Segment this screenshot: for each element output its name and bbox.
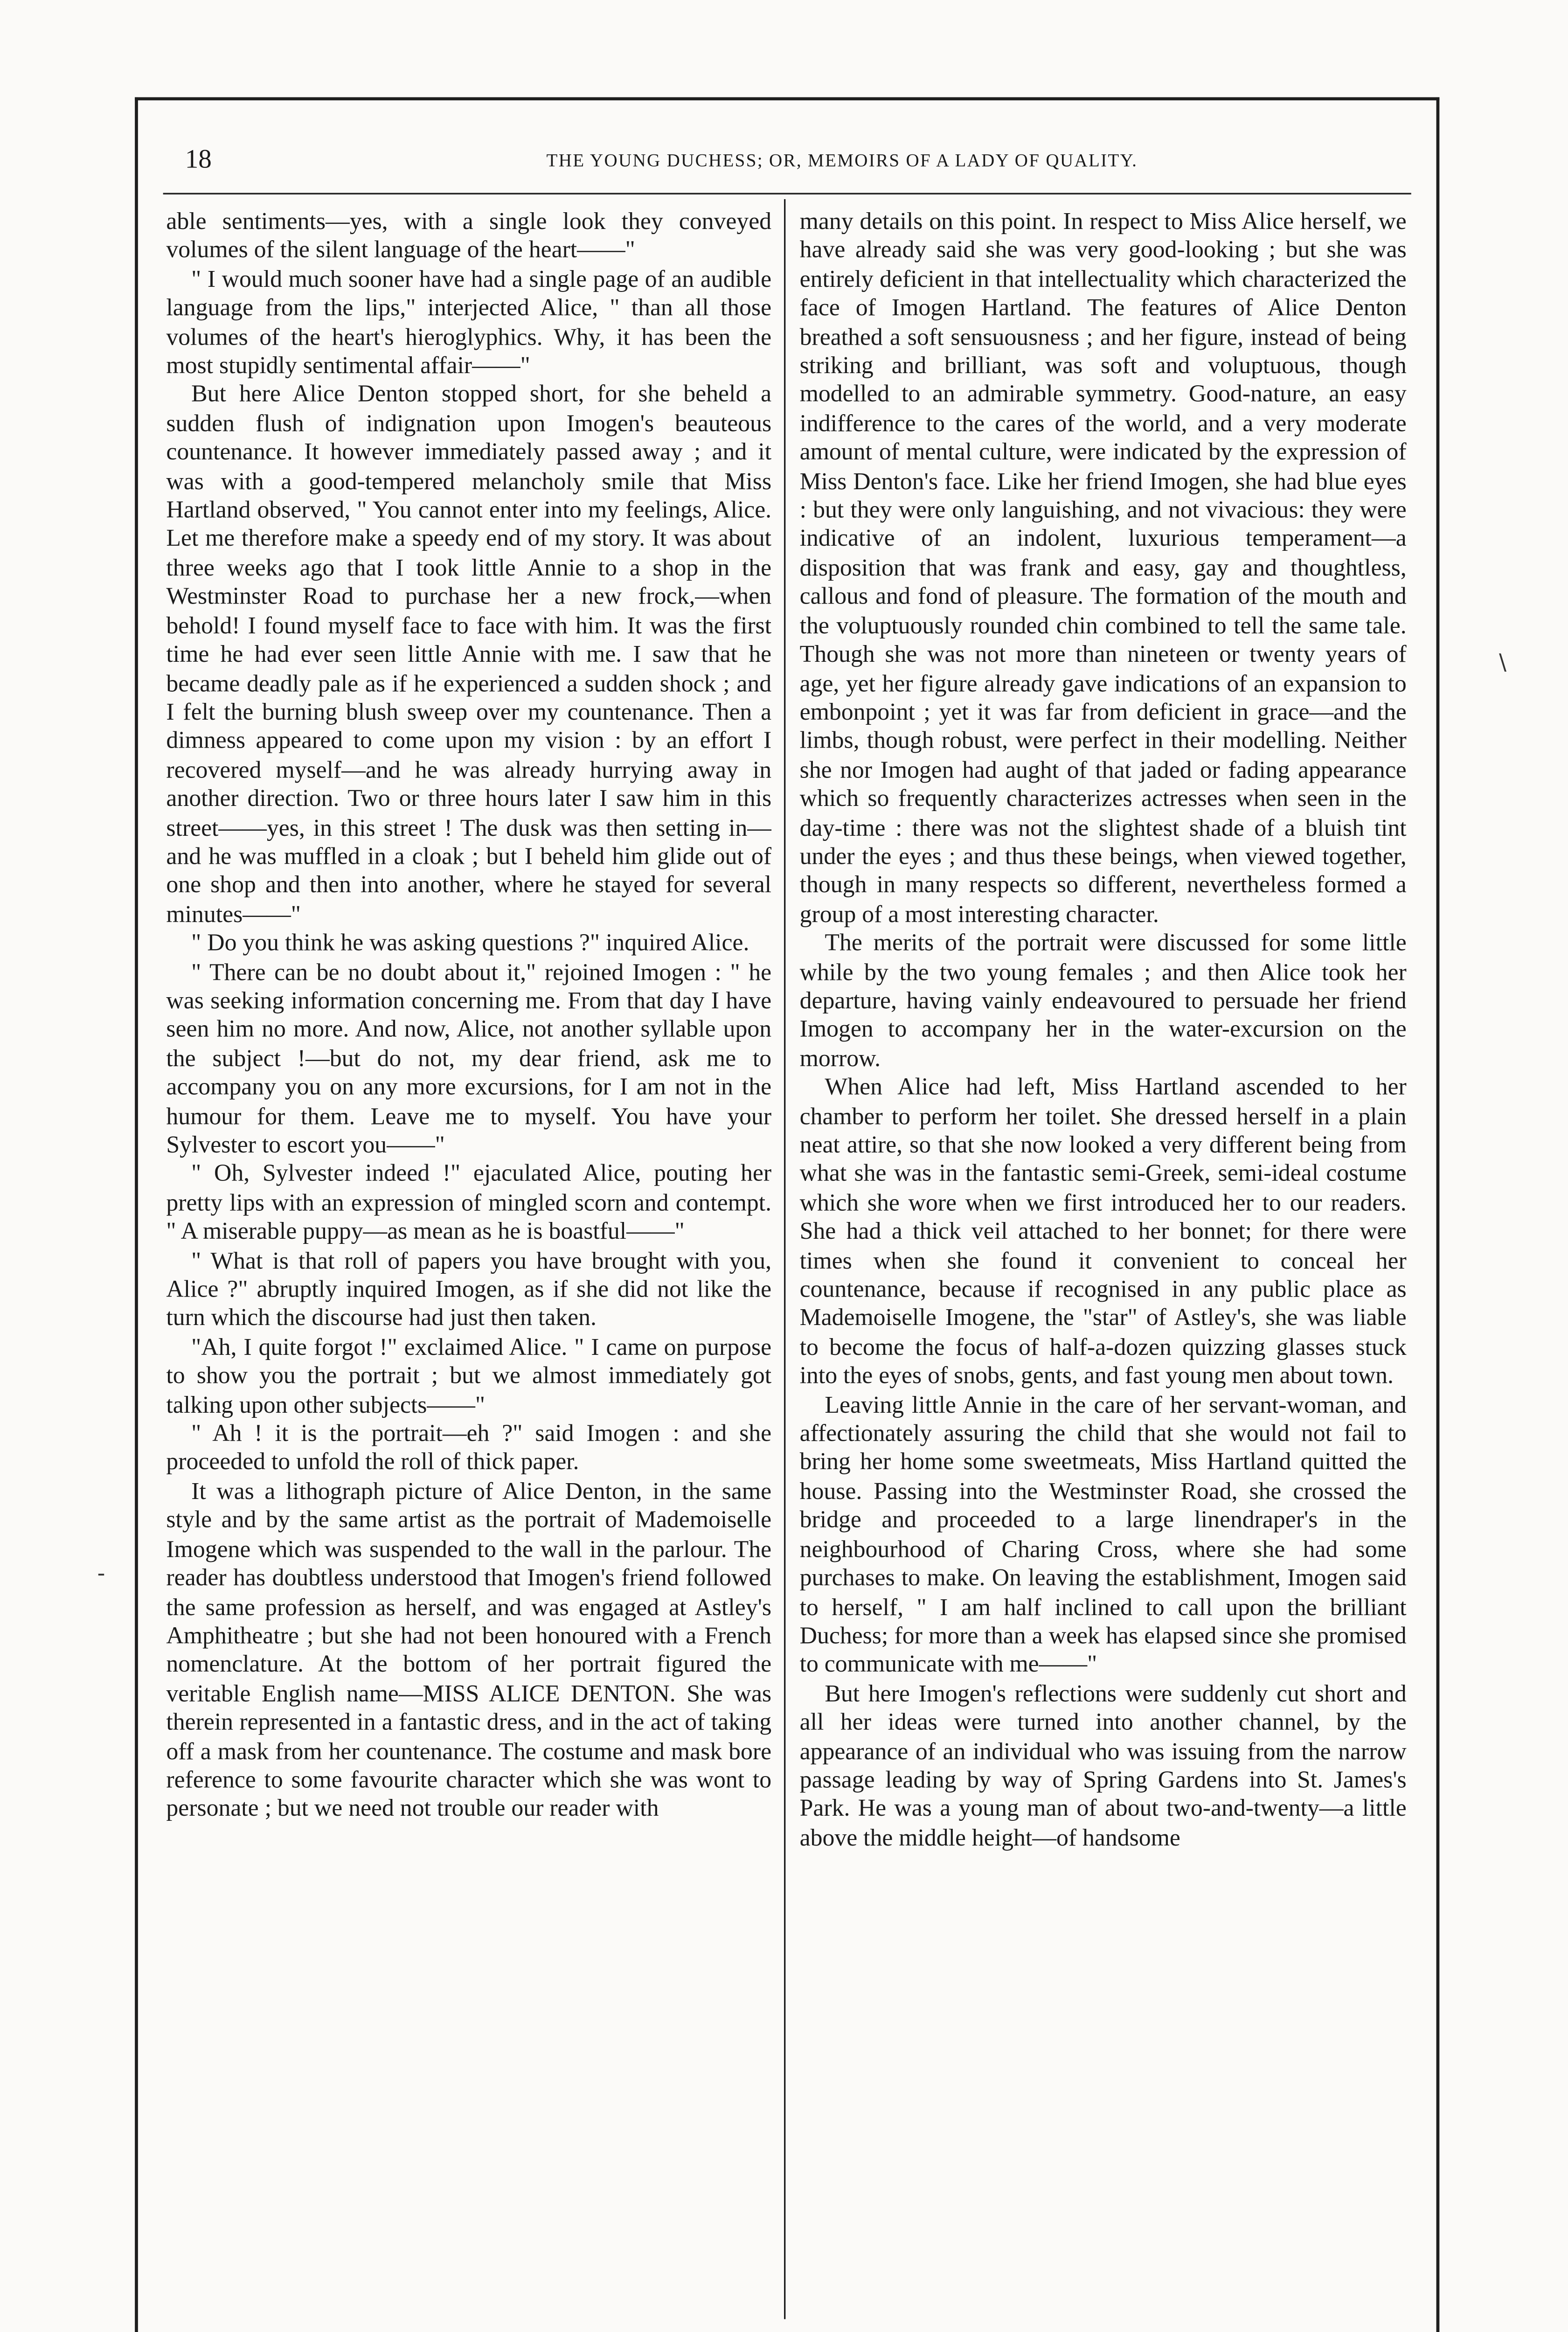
right-column [800, 208, 1407, 2318]
scan-mark: - [97, 1562, 105, 1587]
paragraph: " There can be no doubt about it," rejoined Imogen : " he was seeking information concerning me. From that day I have seen him no more. And now, Alice, not another syllable upon the subject !—but do not, my dear friend, ask me to accompany you on any more excursions, for I am not in the humour for them. Leave me to myself. You have your Sylvester to escort you——" [166, 959, 772, 1159]
frame-top-rule [135, 97, 1439, 99]
page-number: 18 [185, 144, 212, 174]
paragraph: But here Imogen's reflections were suddenly cut short and all her ideas were turned into another channel, by the appearance of an individual who was issuing from the narrow passage leading by way of Spring Gardens into St. James's Park. He was a young man of about two-and-twenty—a little above the middle height—of handsome [799, 1680, 1407, 1852]
scan-mark: \ [1499, 651, 1506, 676]
left-column [166, 208, 771, 2318]
paragraph: The merits of the portrait were discussed for some little while by the two young females ; and then Alice took her departure, having vainly endeavoured to persuade her friend Imogen to accompany her in the water-excursion on the morrow. [799, 930, 1407, 1072]
paragraph: Leaving little Annie in the care of her servant-woman, and affectionately assuring the child that she would not fail to bring her home some sweetmeats, Miss Hartland quitted the house. Passing into the Westminster Road, she crossed the bridge and proceeded to a large linendraper's in the neighbourhood of Charing Cross, where she had some purchases to make. On leaving the establishment, Imogen said to herself, " I am half inclined to call upon the brilliant Duchess; for more than a week has elapsed since she promised to communicate with me——" [799, 1392, 1407, 1679]
paragraph: many details on this point. In respect to Miss Alice herself, we have already said she was very good-looking ; but she was entirely deficient in that intellectuality which characterized the face of Imogen Hartland. The features of Alice Denton breathed a soft sensuousness ; and her figure, instead of being striking and brilliant, was soft and voluptuous, though modelled to an admirable symmetry. Good-nature, an easy indifference to the cares of the world, and a very moderate amount of mental culture, were indicated by the expression of Miss Denton's face. Like her friend Imogen, she had blue eyes : but they were only languishing, and not vivacious: they were indicative of an indolent, luxurious temperament—a disposition that was frank and easy, gay and thoughtless, callous and fond of pleasure. The formation of the mouth and the voluptuously rounded chin combined to tell the same tale. Though she was not more than nineteen or twenty years of age, yet her figure already gave indications of an expansion to embonpoint ; yet it was far from deficient in grace—and the limbs, though robust, were perfect in their modelling. Neither she nor Imogen had aught of that jaded or fading appearance which so frequently characterizes actresses when seen in the day-time : there was not the slightest shade of a bluish tint under the eyes ; and thus these beings, when viewed together, though in many respects so different, nevertheless formed a group of a most interesting character. [799, 208, 1407, 928]
paragraph: It was a lithograph picture of Alice Denton, in the same style and by the same artist as the portrait of Mademoiselle Imogene which was suspended to the wall in the parlour. The reader has doubtless understood that Imogen's friend followed the same profession as herself, and was engaged at Astley's Amphitheatre ; but she had not been honoured with a French nomenclature. At the bottom of her portrait figured the veritable English name—MISS ALICE DENTON. She was therein represented in a fantastic dress, and in the act of taking off a mask from her countenance. The costume and mask bore reference to some favourite character which she was wont to personate ; but we need not trouble our reader with [166, 1478, 772, 1823]
paragraph: " What is that roll of papers you have brought with you, Alice ?" abruptly inquired Imogen, as if she did not like the turn which the discourse had just then taken. [166, 1247, 772, 1332]
header-rule [163, 193, 1411, 195]
column-divider [784, 199, 786, 2319]
paragraph: But here Alice Denton stopped short, for she beheld a sudden flush of indignation upon Imogen's beauteous countenance. It however immediately passed away ; and it was with a good-tempered melancholy smile that Miss Hartland observed, " You cannot enter into my feelings, Alice. Let me therefore make a speedy end of my story. It was about three weeks ago that I took little Annie to a shop in the Westminster Road to purchase her a new frock,—when behold! I found myself face to face with him. It was the first time he had ever seen little Annie with me. I saw that he became deadly pale as if he experienced a sudden shock ; and I felt the burning blush sweep over my countenance. Then a dimness appeared to come upon my vision : by an effort I recovered myself—and he was already hurrying away in another direction. Two or three hours later I saw him in this street——yes, in this street ! The dusk was then setting in—and he was muffled in a cloak ; but I beheld him glide out of one shop and then into another, where he stayed for several minutes——" [166, 382, 772, 928]
frame-left-rule [135, 97, 137, 2332]
paragraph: " I would much sooner have had a single page of an audible language from the lips," interjected Alice, " than all those volumes of the heart's hieroglyphics. Why, it has been the most stupidly sentimental affair——" [166, 266, 772, 380]
paragraph: " Ah ! it is the portrait—eh ?" said Imogen : and she proceeded to unfold the roll of thick paper. [166, 1421, 772, 1477]
paragraph: "Ah, I quite forgot !" exclaimed Alice. " I came on purpose to show you the portrait ; but we almost immediately got talking upon other subjects——" [166, 1334, 772, 1419]
frame-right-rule [1436, 97, 1439, 2332]
paragraph: " Do you think he was asking questions ?" inquired Alice. [191, 930, 749, 957]
paragraph: When Alice had left, Miss Hartland ascended to her chamber to perform her toilet. She dressed herself in a plain neat attire, so that she now looked a very different being from what she was in the fantastic semi-Greek, semi-ideal costume which she wore when we first introduced her to our readers. She had a thick veil attached to her bonnet; for there were times when she found it convenient to conceal her countenance, because if recognised in any public place as Mademoiselle Imogene, the "star" of Astley's, she was liable to become the focus of half-a-dozen quizzing glasses stuck into the eyes of snobs, gents, and fast young men about town. [799, 1074, 1407, 1390]
running-title: THE YOUNG DUCHESS; OR, MEMOIRS OF A LADY OF QUALITY. [546, 150, 1138, 171]
paragraph: " Oh, Sylvester indeed !" ejaculated Alice, pouting her pretty lips with an expression of mingled scorn and contempt. " A miserable puppy—as mean as he is boastful——" [166, 1161, 772, 1246]
paragraph: able sentiments—yes, with a single look they conveyed volumes of the silent language of the heart——" [166, 208, 772, 264]
page-header [138, 144, 1436, 182]
